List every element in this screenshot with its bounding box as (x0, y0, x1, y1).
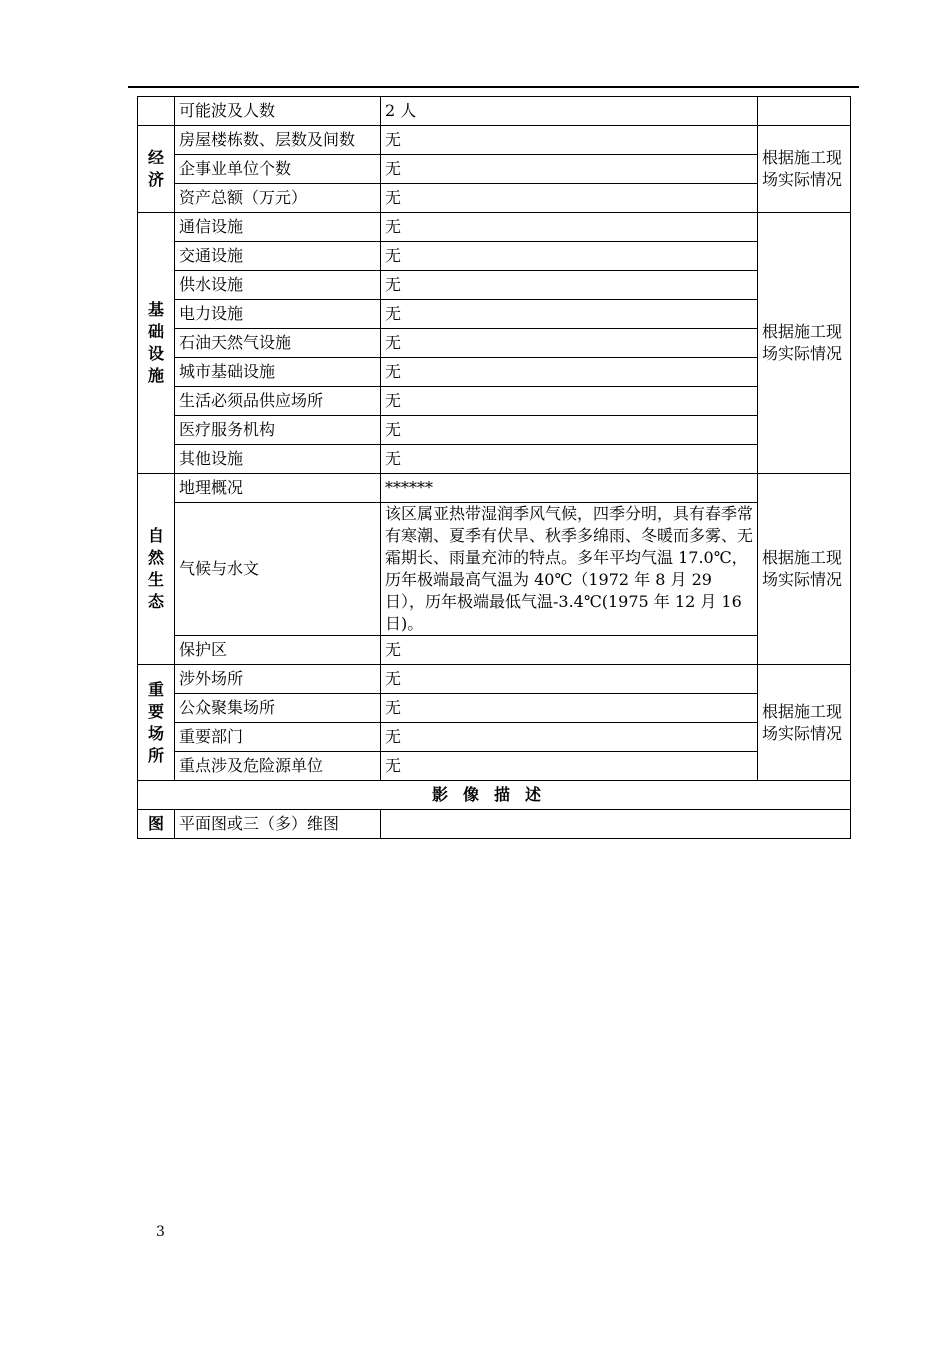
item-value: 无 (381, 723, 758, 752)
item-value: 2 人 (381, 97, 758, 126)
category-infrastructure: 基 础 设 施 (138, 213, 175, 474)
item-label: 保护区 (175, 636, 381, 665)
item-label: 重要部门 (175, 723, 381, 752)
item-label: 气候与水文 (175, 503, 381, 636)
item-label: 公众聚集场所 (175, 694, 381, 723)
table-row (138, 503, 851, 636)
table-row (138, 126, 851, 155)
item-label: 交通设施 (175, 242, 381, 271)
climate-description: 该区属亚热带湿润季风气候，四季分明，具有春季常有寒潮、夏季有伏旱、秋季多绵雨、冬暖而多雾、无霜期长、雨量充沛的特点。多年平均气温 17.0℃，历年极端最高气温为 40℃（1972 年 8 月 29 日），历年极端最低气温-3.4℃(1975 年 12 月 16 日)。 (381, 503, 758, 636)
table-row (138, 358, 851, 387)
header-rule (128, 86, 859, 88)
note-nature: 根据施工现场实际情况 (758, 474, 851, 665)
table-row (138, 694, 851, 723)
note-cell-empty (758, 97, 851, 126)
item-value: 无 (381, 387, 758, 416)
table-row (138, 810, 851, 839)
table-row (138, 752, 851, 781)
item-label: 房屋楼栋数、层数及间数 (175, 126, 381, 155)
note-infrastructure: 根据施工现场实际情况 (758, 213, 851, 474)
note-economy: 根据施工现场实际情况 (758, 126, 851, 213)
item-value: 无 (381, 184, 758, 213)
item-label: 城市基础设施 (175, 358, 381, 387)
item-value: 无 (381, 694, 758, 723)
item-label: 电力设施 (175, 300, 381, 329)
item-label: 资产总额（万元） (175, 184, 381, 213)
page-number: 3 (156, 1224, 165, 1240)
item-label: 平面图或三（多）维图 (175, 810, 381, 839)
table-row (138, 723, 851, 752)
category-cell-empty (138, 97, 175, 126)
table-row (138, 97, 851, 126)
category-economy: 经 济 (138, 126, 175, 213)
note-places: 根据施工现场实际情况 (758, 665, 851, 781)
item-value: 无 (381, 665, 758, 694)
table-row (138, 184, 851, 213)
table-row (138, 213, 851, 242)
item-value: 无 (381, 242, 758, 271)
item-value: 无 (381, 300, 758, 329)
item-value: 无 (381, 358, 758, 387)
item-value: 无 (381, 636, 758, 665)
item-value: 无 (381, 271, 758, 300)
item-label: 企事业单位个数 (175, 155, 381, 184)
item-value: 无 (381, 155, 758, 184)
item-value: 无 (381, 126, 758, 155)
table-row (138, 155, 851, 184)
item-label: 地理概况 (175, 474, 381, 503)
table-row (138, 271, 851, 300)
item-label: 涉外场所 (175, 665, 381, 694)
table-row (138, 474, 851, 503)
table-row (138, 665, 851, 694)
item-value: 无 (381, 213, 758, 242)
item-label: 医疗服务机构 (175, 416, 381, 445)
item-label: 重点涉及危险源单位 (175, 752, 381, 781)
table-row (138, 329, 851, 358)
item-label: 供水设施 (175, 271, 381, 300)
item-label: 生活必须品供应场所 (175, 387, 381, 416)
table-row (138, 445, 851, 474)
category-places: 重 要 场 所 (138, 665, 175, 781)
table-row (138, 387, 851, 416)
item-value: 无 (381, 445, 758, 474)
item-label: 通信设施 (175, 213, 381, 242)
image-value (381, 810, 851, 839)
table-row (138, 636, 851, 665)
emergency-info-table (137, 96, 851, 839)
item-value: ****** (381, 474, 758, 503)
section-title-image: 影像描述 (138, 781, 851, 810)
table-row (138, 242, 851, 271)
category-nature: 自 然 生 态 (138, 474, 175, 665)
item-label: 其他设施 (175, 445, 381, 474)
category-image: 图 (138, 810, 175, 839)
table-row (138, 416, 851, 445)
item-value: 无 (381, 752, 758, 781)
item-value: 无 (381, 416, 758, 445)
item-value: 无 (381, 329, 758, 358)
table-row (138, 300, 851, 329)
item-label: 可能波及人数 (175, 97, 381, 126)
item-label: 石油天然气设施 (175, 329, 381, 358)
table-row (138, 781, 851, 810)
